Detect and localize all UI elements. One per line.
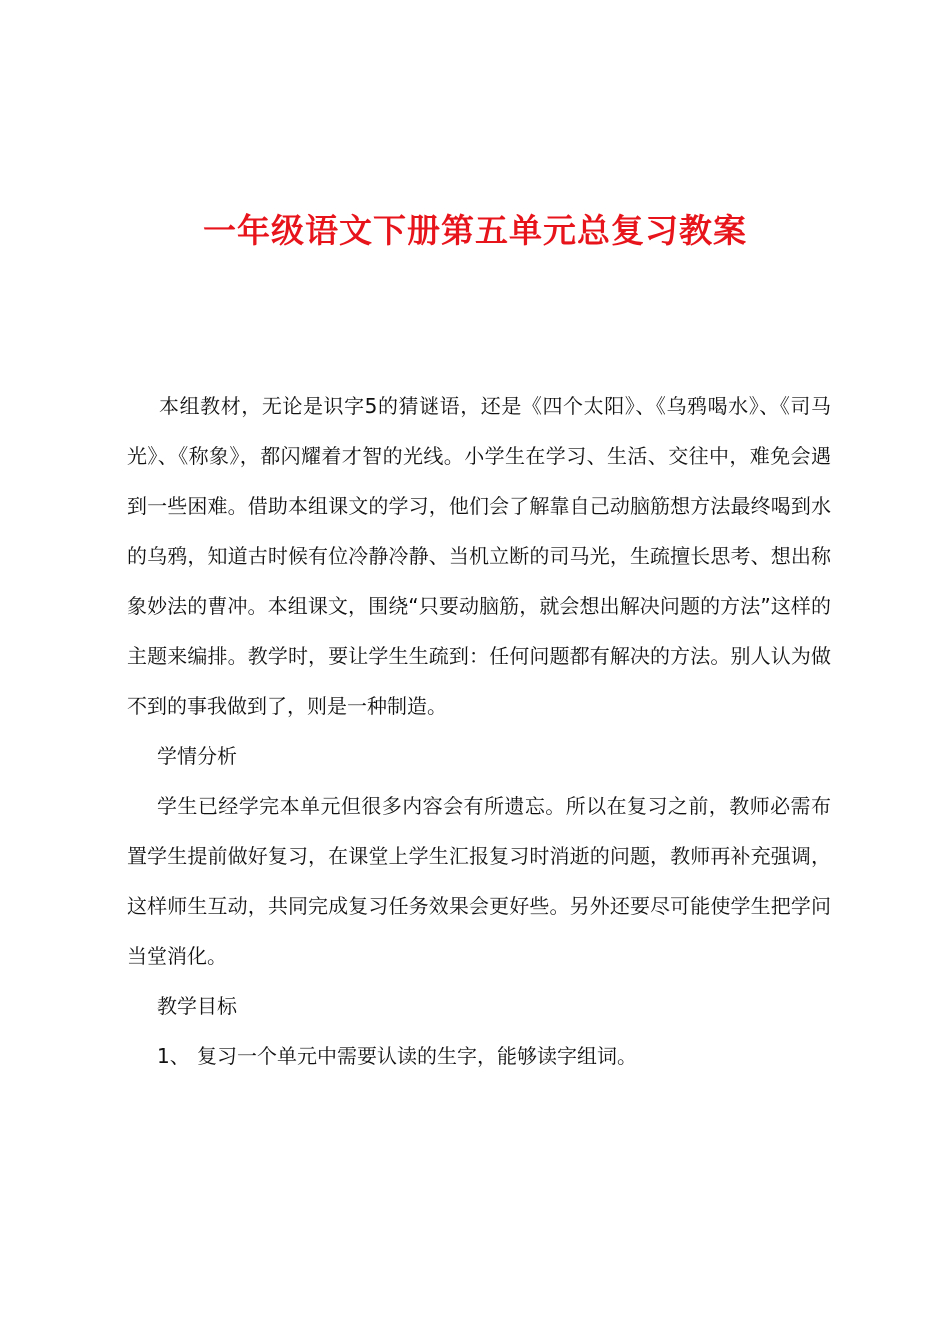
goal-item	[127, 1031, 831, 1081]
document-title: 一年级语文下册第五单元总复习教案	[203, 211, 747, 250]
goal-item-number: 1、	[157, 1044, 190, 1068]
document-body	[127, 381, 831, 1081]
analysis-paragraph: 学生已经学完本单元但很多内容会有所遗忘。所以在复习之前，教师必需布置学生提前做好复习，在课堂上学生汇报复习时消逝的问题，教师再补充强调，这样师生互动，共同完成复习任务效果会更好些。另外还要尽可能使学生把学问当堂消化。	[127, 794, 831, 968]
goals-heading: 教学目标	[157, 994, 237, 1018]
analysis-heading: 学情分析	[157, 744, 237, 768]
goal-item-text: 复习一个单元中需要认读的生字，能够读字组词。	[197, 1044, 637, 1068]
intro-paragraph: 本组教材，无论是识字5的猜谜语，还是《四个太阳》、《乌鸦喝水》、《司马光》、《称象》，都闪耀着才智的光线。小学生在学习、生活、交往中，难免会遇到一些困难。借助本组课文的学习，他们会了解靠自己动脑筋想方法最终喝到水的乌鸦，知道古时候有位冷静冷静、当机立断的司马光，生疏擅长思考、想出称象妙法的曹冲。本组课文，围绕“只要动脑筋，就会想出解决问题的方法”这样的主题来编排。教学时，要让学生生疏到：任何问题都有解决的方法。别人认为做不到的事我做到了，则是一种制造。	[127, 394, 831, 718]
